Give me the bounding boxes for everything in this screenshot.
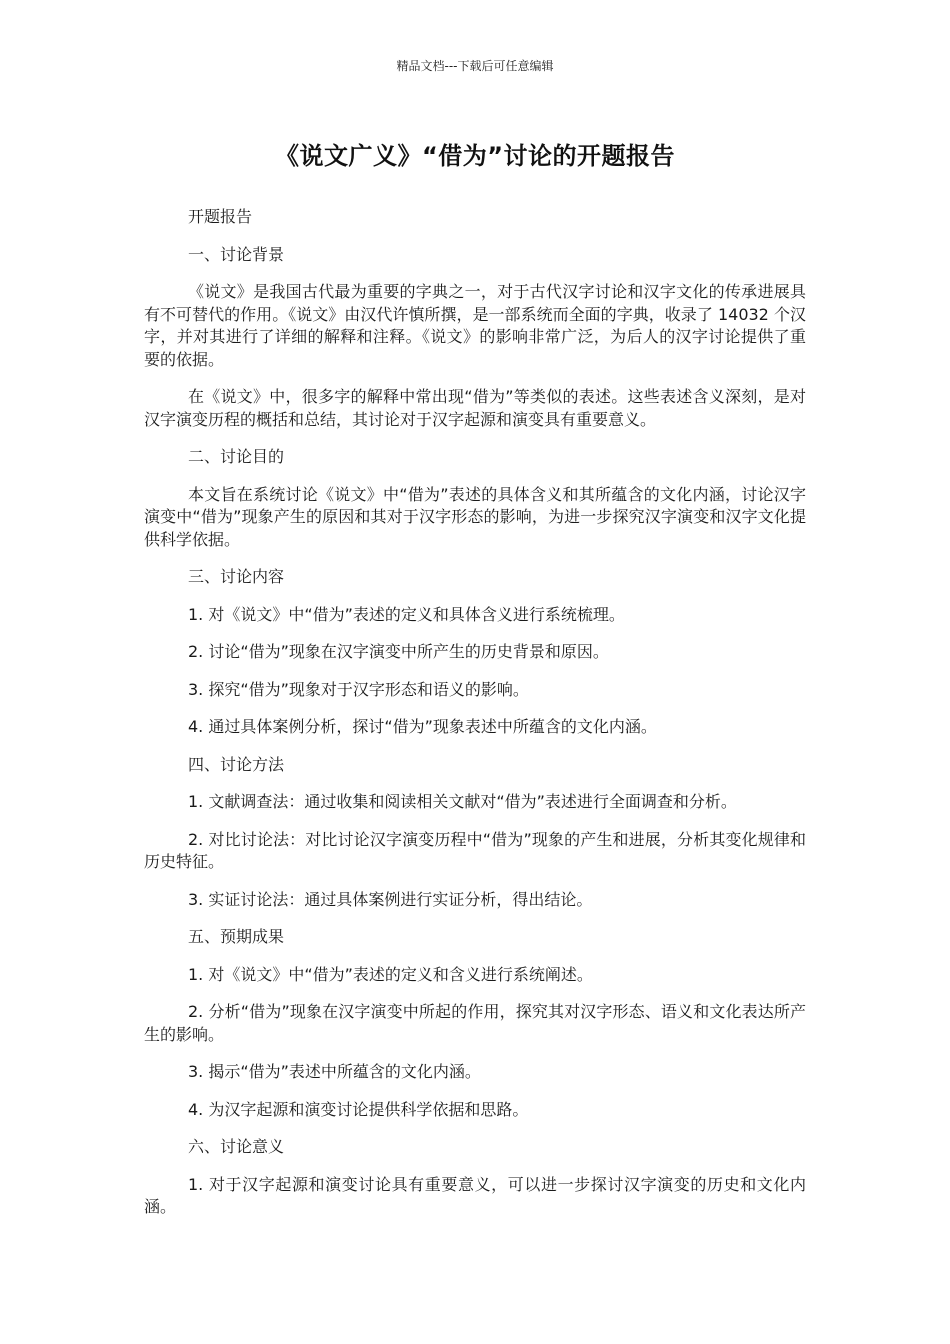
paragraph: 在《说文》中，很多字的解释中常出现“借为”等类似的表述。这些表述含义深刻，是对汉字演变历程的概括和总结，其讨论对于汉字起源和演变具有重要意义。	[144, 387, 806, 429]
list-item: 3. 实证讨论法：通过具体案例进行实证分析，得出结论。	[188, 889, 593, 909]
paragraph: 开题报告	[188, 207, 253, 226]
section-heading: 五、预期成果	[188, 927, 285, 946]
list-item: 1. 对《说文》中“借为”表述的定义和具体含义进行系统梳理。	[188, 604, 625, 624]
paragraph: 本文旨在系统讨论《说文》中“借为”表述的具体含义和其所蕴含的文化内涵，讨论汉字演变中“借为”现象产生的原因和其对于汉字形态的影响，为进一步探究汉字演变和汉字文化提供科学依据。	[144, 484, 806, 549]
list-item: 2. 分析“借为”现象在汉字演变中所起的作用，探究其对汉字形态、语义和文化表达所产生的影响。	[144, 1002, 806, 1044]
list-item: 1. 文献调查法：通过收集和阅读相关文献对“借为”表述进行全面调查和分析。	[188, 792, 737, 811]
list-item: 1. 对于汉字起源和演变讨论具有重要意义，可以进一步探讨汉字演变的历史和文化内涵。	[144, 1174, 806, 1216]
list-item: 3. 揭示“借为”表述中所蕴含的文化内涵。	[188, 1062, 481, 1081]
document-body	[144, 206, 806, 1234]
list-item: 1. 对《说文》中“借为”表述的定义和含义进行系统阐述。	[188, 964, 593, 984]
list-item: 4. 为汉字起源和演变讨论提供科学依据和思路。	[188, 1099, 529, 1119]
section-heading: 二、讨论目的	[188, 447, 285, 466]
section-heading: 四、讨论方法	[188, 754, 285, 774]
section-heading: 一、讨论背景	[188, 244, 285, 264]
section-heading: 三、讨论内容	[188, 567, 285, 586]
list-item: 4. 通过具体案例分析，探讨“借为”现象表述中所蕴含的文化内涵。	[188, 717, 657, 736]
list-item: 3. 探究“借为”现象对于汉字形态和语义的影响。	[188, 679, 529, 699]
paragraph: 《说文》是我国古代最为重要的字典之一，对于古代汉字讨论和汉字文化的传承进展具有不可替代的作用。《说文》由汉代许慎所撰，是一部系统而全面的字典，收录了 14032 个汉字，并对其进行了详细的解释和注释。《说文》的影响非常广泛，为后人的汉字讨论提供了重要的依据。	[144, 282, 806, 369]
list-item: 2. 对比讨论法：对比讨论汉字演变历程中“借为”现象的产生和进展，分析其变化规律和历史特征。	[144, 829, 806, 871]
section-heading: 六、讨论意义	[188, 1137, 285, 1156]
list-item: 2. 讨论“借为”现象在汉字演变中所产生的历史背景和原因。	[188, 642, 609, 661]
page-header-note: 精品文档---下载后可任意编辑	[396, 59, 554, 73]
document-title: 《说文广义》“借为”讨论的开题报告	[274, 142, 676, 170]
